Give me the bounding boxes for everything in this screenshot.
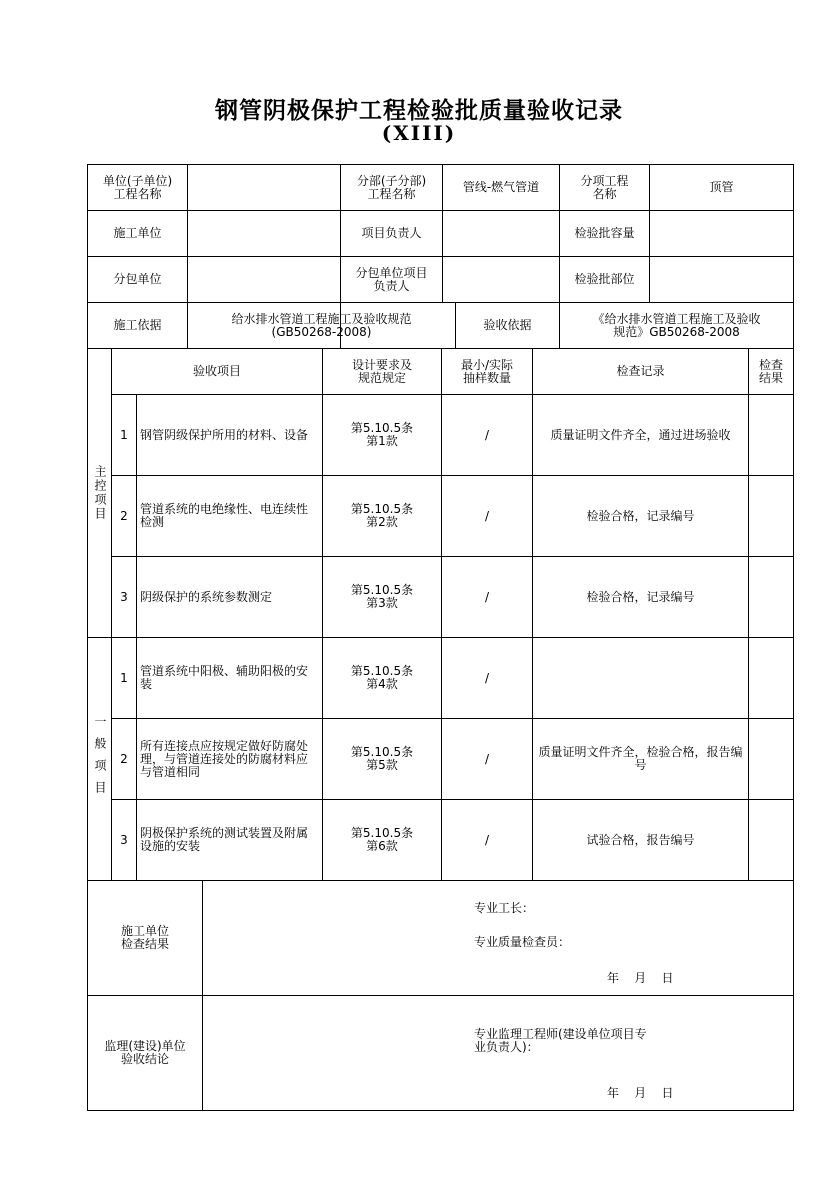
main-item-spec: 第5.10.5条 第3款 [350, 583, 414, 610]
general-item-record: 试验合格，报告编号 [586, 832, 695, 847]
general-item-spec: 第5.10.5条 第6款 [350, 826, 414, 853]
general-item-sample: / [484, 670, 490, 685]
main-item-no: 2 [120, 508, 128, 523]
general-item-result [749, 719, 793, 799]
general-item-no: 2 [120, 751, 128, 766]
main-item-no: 3 [120, 589, 128, 604]
acceptance-basis-value: 《给水排水管道工程施工及验收 规范》GB50268-2008 [592, 311, 761, 339]
project-manager-value [443, 211, 559, 256]
main-item-record: 质量证明文件齐全，通过进场验收 [550, 427, 731, 442]
subitem-name-value: 顶管 [709, 180, 734, 194]
general-group-label: 一般项目 [93, 715, 107, 803]
division-name-value: 管线-燃气管道 [462, 180, 540, 194]
acceptance-basis-label: 验收依据 [483, 318, 532, 332]
foreman-signature-label: 专业工长： [474, 901, 535, 915]
general-item-no: 1 [120, 670, 128, 685]
main-item-name: 管道系统的电绝缘性、电连续性检测 [140, 502, 309, 529]
subcontractor-value [188, 257, 340, 302]
supervisor-check-date: 年 月 日 [607, 1086, 674, 1100]
main-item-record: 检验合格，记录编号 [586, 508, 695, 523]
sub-project-manager-value [443, 257, 559, 302]
general-item-record [533, 638, 748, 718]
construction-basis-label: 施工依据 [113, 318, 162, 332]
quality-inspector-signature-label: 专业质量检查员： [474, 935, 571, 949]
division-name-label: 分部(子分部) 工程名称 [356, 173, 427, 201]
sub-project-manager-label: 分包单位项目 负责人 [355, 265, 428, 293]
main-item-record: 检验合格，记录编号 [586, 589, 695, 604]
main-item-result [749, 557, 793, 637]
main-item-sample: / [484, 427, 490, 442]
main-item-no: 1 [120, 427, 128, 442]
main-item-name: 阴级保护的系统参数测定 [140, 589, 273, 604]
general-item-sample: / [484, 751, 490, 766]
main-item-result [749, 476, 793, 556]
subitem-name-label: 分项工程 名称 [580, 173, 629, 201]
general-item-name: 阴极保护系统的测试装置及附属设施的安装 [140, 826, 309, 853]
contractor-value [188, 211, 340, 256]
main-item-sample: / [484, 508, 490, 523]
general-item-no: 3 [120, 832, 128, 847]
general-item-result [749, 638, 793, 718]
general-item-name: 管道系统中阳极、辅助阳极的安装 [140, 664, 309, 691]
supervisor-conclusion-label: 监理(建设)单位 验收结论 [104, 1039, 186, 1066]
batch-capacity-label: 检验批容量 [574, 226, 635, 240]
contractor-label: 施工单位 [113, 226, 162, 240]
subcontractor-label: 分包单位 [113, 272, 162, 286]
main-item-spec: 第5.10.5条 第2款 [350, 502, 414, 529]
batch-location-label: 检验批部位 [574, 272, 635, 286]
unit-name-label: 单位(子单位) 工程名称 [102, 173, 173, 201]
general-item-name: 所有连接点应按规定做好防腐处理，与管道连接处的防腐材料应与管道相同 [140, 738, 309, 779]
page-title: 钢管阴极保护工程检验批质量验收记录 [215, 97, 623, 124]
main-item-sample: / [484, 589, 490, 604]
col-sample-header: 最小/实际 抽样数量 [460, 357, 514, 385]
batch-capacity-value [650, 211, 793, 256]
col-record-header: 检查记录 [616, 364, 665, 378]
contractor-check-label: 施工单位 检查结果 [120, 924, 169, 951]
general-item-spec: 第5.10.5条 第5款 [350, 745, 414, 772]
col-item-header: 验收项目 [192, 364, 241, 378]
main-item-result [749, 395, 793, 475]
col-result-header: 检查 结果 [758, 357, 783, 385]
supervisor-engineer-signature-label: 专业监理工程师(建设单位项目专 业负责人)： [474, 1027, 647, 1054]
general-item-record: 质量证明文件齐全，检验合格，报告编号 [538, 745, 743, 772]
main-control-group-label: 主控项目 [93, 465, 107, 521]
project-manager-label: 项目负责人 [361, 226, 422, 240]
batch-location-value [650, 257, 793, 302]
general-item-sample: / [484, 832, 490, 847]
main-item-name: 钢管阴级保护所用的材料、设备 [140, 427, 309, 442]
construction-basis-value: 给水排水管道工程施工及验收规范 (GB50268-2008) [231, 311, 412, 339]
contractor-check-date: 年 月 日 [607, 971, 674, 985]
page-subtitle: (XIII) [381, 121, 457, 145]
general-item-spec: 第5.10.5条 第4款 [350, 664, 414, 691]
col-design-header: 设计要求及 规范规定 [351, 357, 412, 385]
main-item-spec: 第5.10.5条 第1款 [350, 421, 414, 448]
general-item-result [749, 800, 793, 880]
unit-name-value [188, 165, 340, 210]
